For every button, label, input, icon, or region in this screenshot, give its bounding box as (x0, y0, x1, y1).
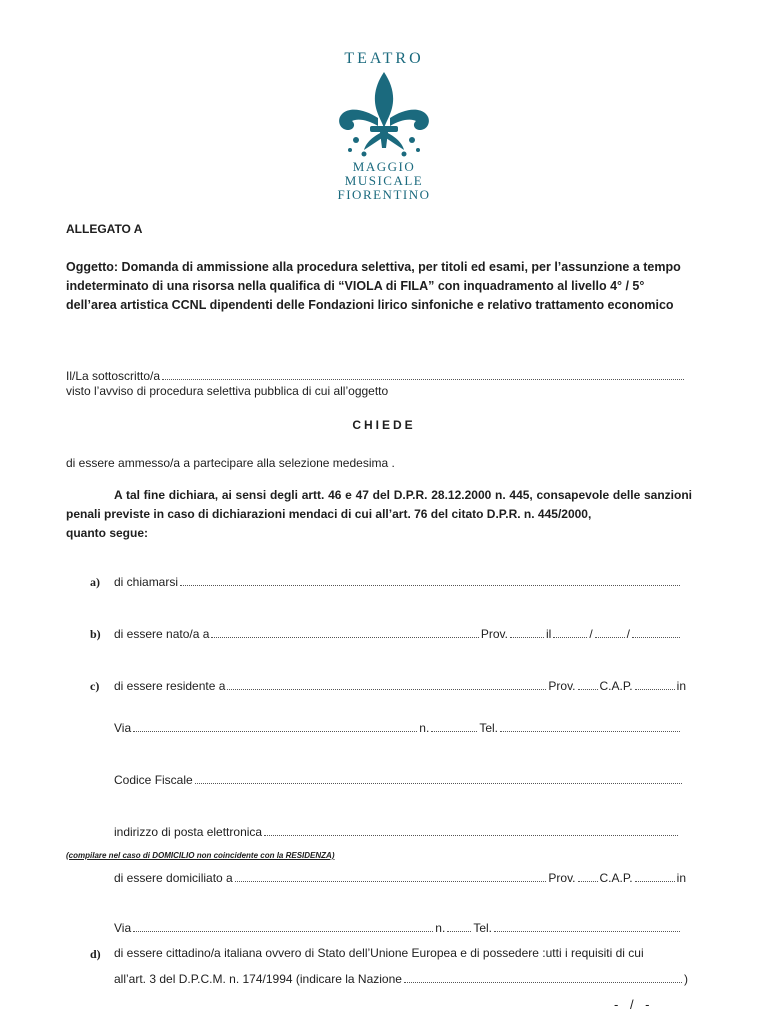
residence-tel-label: Tel. (479, 721, 498, 735)
logo-line-fiorentino: FIORENTINO (337, 187, 431, 202)
attachment-header: ALLEGATO A (66, 222, 143, 236)
birthplace-field[interactable] (211, 628, 478, 638)
item-b-prov-label: Prov. (480, 627, 508, 641)
domicile-cap-label: C.A.P. (599, 871, 633, 885)
item-c-in-label: in (676, 679, 686, 693)
date-slash-1: / (589, 627, 593, 641)
signer-name-field[interactable] (162, 370, 684, 380)
item-c-label: di essere residente a (114, 679, 226, 693)
residence-province-field[interactable] (578, 680, 598, 690)
viewed-notice: visto l’avviso di procedura selettiva pubblica di cui all’oggetto (66, 384, 389, 398)
item-d-marker: d) (90, 947, 101, 961)
domicile-line (114, 871, 686, 885)
domicile-phone-field[interactable] (494, 922, 680, 932)
email-label: indirizzo di posta elettronica (114, 825, 263, 839)
subject-paragraph: Oggetto: Domanda di ammissione alla procedura selettiva, per titoli ed esami, per l’assunzione a tempo indeterminato di una risorsa nella qualifica di “VIOLA di FILA” con inquadramento al livello 4° / 5° dell’area artistica CCNL dipendenti delle Fondazioni lirico sinfoniche e relativo trattamento economico (66, 260, 681, 312)
birth-year-field[interactable] (632, 628, 680, 638)
fleur-de-lis-icon (336, 70, 432, 158)
domicile-city-field[interactable] (235, 872, 547, 882)
item-a-label: di chiamarsi (114, 575, 179, 589)
domicile-street-line (114, 921, 682, 935)
item-b-marker: b) (90, 627, 101, 641)
item-a-line (114, 575, 682, 589)
residence-city-field[interactable] (227, 680, 546, 690)
domicile-province-field[interactable] (578, 872, 598, 882)
birth-province-field[interactable] (510, 628, 544, 638)
domicile-prov-label: Prov. (548, 871, 576, 885)
citizenship-line-1: di essere cittadino/a italiana ovvero di Stato dell’Unione Europea e di possedere :utti i requisiti di cui (114, 946, 644, 960)
date-slash-2: / (626, 627, 630, 641)
surname-name-field[interactable] (180, 576, 680, 586)
domicile-label: di essere domiciliato a (114, 871, 233, 885)
signer-label: Il/La sottoscritto/a (66, 369, 161, 383)
residence-via-label: Via (114, 721, 132, 735)
item-b-il-label: il (545, 627, 552, 641)
logo-line-musicale: MUSICALE (344, 173, 424, 188)
citizenship-line-2 (114, 972, 688, 986)
item-c-line (114, 679, 686, 693)
email-line (114, 825, 680, 839)
domicile-tel-label: Tel. (473, 921, 492, 935)
item-c-marker: c) (90, 679, 100, 693)
request-title: CHIEDE (352, 418, 416, 432)
logo-top-word: TEATRO (344, 50, 424, 67)
residence-phone-field[interactable] (500, 722, 680, 732)
birth-day-field[interactable] (553, 628, 587, 638)
tax-code-field[interactable] (195, 774, 682, 784)
residence-number-label: n. (419, 721, 430, 735)
theatre-logo (0, 0, 768, 205)
residence-street-field[interactable] (133, 722, 417, 732)
domicile-number-label: n. (435, 921, 446, 935)
citizenship-close-paren: ) (684, 972, 688, 986)
domicile-street-field[interactable] (133, 922, 433, 932)
logo-line-maggio: MAGGIO (352, 159, 416, 174)
item-c-cap-label: C.A.P. (599, 679, 633, 693)
domicile-number-field[interactable] (447, 922, 471, 932)
residence-street-line (114, 721, 682, 735)
tax-code-line (114, 773, 684, 787)
item-b-line (114, 627, 682, 641)
item-b-label: di essere nato/a a (114, 627, 210, 641)
domicile-in-label: in (676, 871, 686, 885)
request-text: di essere ammesso/a a partecipare alla selezione medesima . (66, 456, 395, 470)
domicile-via-label: Via (114, 921, 132, 935)
signer-line (66, 369, 686, 383)
item-c-prov-label: Prov. (548, 679, 576, 693)
domicile-cap-field[interactable] (635, 872, 675, 882)
birth-month-field[interactable] (595, 628, 625, 638)
domicile-note: (compilare nel caso di DOMICILIO non coincidente con la RESIDENZA) (66, 851, 335, 860)
email-field[interactable] (264, 826, 678, 836)
declaration-main: A tal fine dichiara, ai sensi degli artt. 46 e 47 del D.P.R. 28.12.2000 n. 445, consapevole delle sanzioni penali previste in caso di dichiarazioni mendaci di cui all’art. 76 del citato D.P.R. n. 445/2000, (66, 488, 692, 521)
declaration-end: quanto segue: (66, 526, 149, 540)
item-a-marker: a) (90, 575, 100, 589)
nation-field[interactable] (404, 973, 682, 983)
residence-number-field[interactable] (431, 722, 477, 732)
page-continuation-mark: - / - (614, 997, 654, 1012)
tax-code-label: Codice Fiscale (114, 773, 193, 787)
citizenship-text-2: all’art. 3 del D.P.C.M. n. 174/1994 (indicare la Nazione (114, 972, 402, 986)
declaration-paragraph (66, 486, 692, 543)
residence-cap-field[interactable] (635, 680, 675, 690)
